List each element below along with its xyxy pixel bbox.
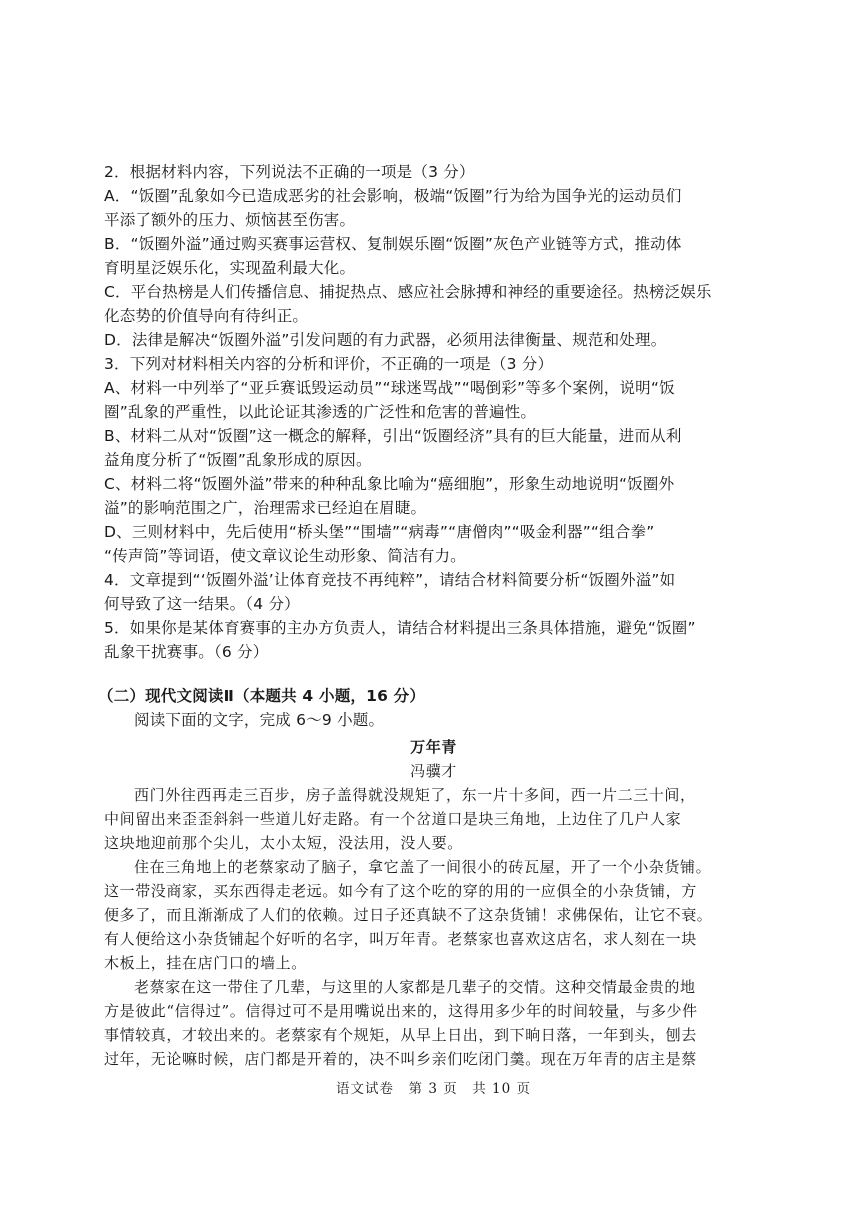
question-3-option-a: A、材料一中列举了“亚乒赛诋毁运动员”“球迷骂战”“喝倒彩”等多个案例，说明“饭 [104, 379, 675, 397]
question-4-stem-cont: 何导致了这一结果。（4 分） [104, 595, 300, 613]
article-title: 万年青 [410, 738, 457, 756]
question-2-option-a: A．“饭圈”乱象如今已造成恶劣的社会影响，极端“饭圈”行为给为国争光的运动员们 [104, 187, 682, 205]
question-2-option-c-cont: 化态势的价值导向有待纠正。 [104, 307, 309, 325]
section-heading: （二）现代文阅读Ⅱ（本题共 4 小题，16 分） [98, 687, 426, 705]
question-2-stem: 2．根据材料内容，下列说法不正确的一项是（3 分） [104, 163, 475, 181]
question-3-option-c-cont: 溢”的影响范围之广，治理需求已经迫在眉睫。 [104, 499, 427, 517]
page-footer: 语文试卷 第 3 页 共 10 页 [336, 1081, 531, 1097]
question-3-stem: 3．下列对材料相关内容的分析和评价，不正确的一项是（3 分） [104, 355, 554, 373]
question-3-option-d-cont: “传声筒”等词语，使文章议论生动形象、简洁有力。 [104, 547, 466, 565]
question-2-option-d: D．法律是解决“饭圈外溢”引发问题的有力武器，必须用法律衡量、规范和处理。 [104, 331, 667, 349]
article-paragraph-2-line: 住在三角地上的老蔡家动了脑子，拿它盖了一间很小的砖瓦屋，开了一个小杂货铺。 [134, 858, 712, 876]
question-3-option-b-cont: 益角度分析了“饭圈”乱象形成的原因。 [104, 451, 372, 469]
section-instruction: 阅读下面的文字，完成 6～9 小题。 [134, 711, 385, 729]
question-2-option-b-cont: 育明星泛娱乐化，实现盈利最大化。 [104, 259, 356, 277]
article-paragraph-2-line: 有人便给这小杂货铺起个好听的名字，叫万年青。老蔡家也喜欢这店名，求人刻在一块 [104, 930, 697, 948]
question-5-stem-cont: 乱象干扰赛事。（6 分） [104, 643, 269, 661]
question-2-option-a-cont: 平添了额外的压力、烦恼甚至伤害。 [104, 211, 356, 229]
article-paragraph-2-line: 木板上，挂在店门口的墙上。 [104, 954, 307, 972]
article-paragraph-2-line: 便多了，而且渐渐成了人们的依赖。过日子还真缺不了这杂货铺！求佛保佑，让它不衰。 [104, 906, 713, 924]
question-2-option-b: B．“饭圈外溢”通过购买赛事运营权、复制娱乐圈“饭圈”灰色产业链等方式，推动体 [104, 235, 682, 253]
article-paragraph-3-line: 老蔡家在这一带住了几辈，与这里的人家都是几辈子的交情。这种交情最金贵的地 [134, 978, 696, 996]
article-paragraph-3-line: 事情较真，才较出来的。老蔡家有个规矩，从早上日出，到下晌日落，一年到头，刨去 [104, 1026, 697, 1044]
article-paragraph-1-line: 中间留出来歪歪斜斜一些道儿好走路。有一个岔道口是块三角地，上边住了几户人家 [104, 810, 682, 828]
question-2-option-c: C．平台热榜是人们传播信息、捕捉热点、感应社会脉搏和神经的重要途径。热榜泛娱乐 [104, 283, 712, 301]
question-3-option-b: B、材料二从对“饭圈”这一概念的解释，引出“饭圈经济”具有的巨大能量，进而从利 [104, 427, 682, 445]
article-paragraph-1-line: 这块地迎前那个尖儿，太小太短，没法用，没人要。 [104, 834, 463, 852]
article-paragraph-1-line: 西门外往西再走三百步，房子盖得就没规矩了，东一片十多间，西一片二三十间， [134, 786, 696, 804]
question-4-stem: 4．文章提到“‘饭圈外溢’让体育竞技不再纯粹”，请结合材料简要分析“饭圈外溢”如 [104, 571, 676, 589]
article-author: 冯骥才 [410, 762, 457, 780]
article-paragraph-2-line: 这一带没商家，买东西得走老远。如今有了这个吃的穿的用的一应俱全的小杂货铺，方 [104, 882, 697, 900]
question-3-option-c: C、材料二将“饭圈外溢”带来的种种乱象比喻为“癌细胞”，形象生动地说明“饭圈外 [104, 475, 675, 493]
question-3-option-d: D、三则材料中，先后使用“桥头堡”“围墙”“病毒”“唐僧肉”“吸金利器”“组合拳” [104, 523, 655, 541]
question-3-option-a-cont: 圈”乱象的严重性，以此论证其渗透的广泛性和危害的普遍性。 [104, 403, 537, 421]
article-paragraph-3-line: 过年，无论嘛时候，店门都是开着的，决不叫乡亲们吃闭门羹。现在万年青的店主是蔡 [104, 1050, 697, 1068]
article-paragraph-3-line: 方是彼此“信得过”。信得过可不是用嘴说出来的，这得用多少年的时间较量，与多少件 [104, 1002, 698, 1020]
question-5-stem: 5．如果你是某体育赛事的主办方负责人，请结合材料提出三条具体措施，避免“饭圈” [104, 619, 696, 637]
